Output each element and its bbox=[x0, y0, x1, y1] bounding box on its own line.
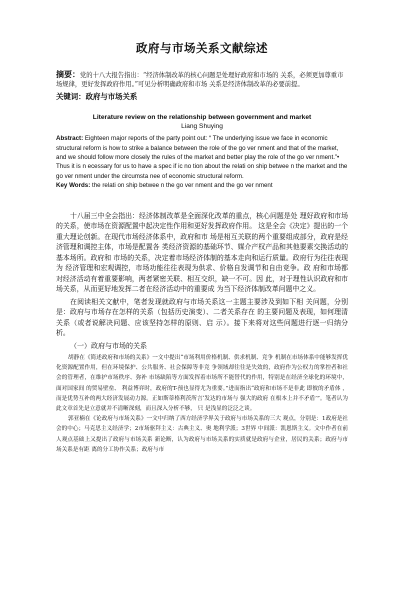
small-paragraph: 郭亚楠在《论政府与市场关系》一文中归纳了西方经济学界关于政府与市场关系的三大 观点，分别是：1政府是社会的中心；马克思主义经济学；2市场驱拜主义：古典主义、奥 地利学派；3世界 中间派：凯恩斯主义。文中作者在前人观点基础上又提出了政府与市场关系 新论断，认为政府与市场关系的实质就是政府与企业，居民的关系；政府与市场关系是有距 离的分工协作关系；政府与市 bbox=[56, 416, 348, 453]
chinese-abstract-text: 党的十八大报告指出：“经济体制改革的核心问题是处理好政府和市场的 关系，必须更加尊重市场规律，更好发挥政府作用。”可见分析明确政府和市场 关系是经济体制改革的必要前提。 bbox=[56, 72, 344, 89]
english-abstract-text: Eighteen major reports of the party point out: “ The underlying issue we face in economic structural reform is how to strike a balance between the role of the go ver nment and that of the market, and we should follow more closely the rules of the market and better play the role of the go ver nment.”• Thus it is n ecessary for us to have a spec if ic no tion about the relati on ship betwee n the market and the go ver nment under the circumsta nee of economic structural reform. bbox=[56, 135, 348, 180]
chinese-abstract-label: 摘要： bbox=[56, 69, 80, 79]
body-paragraph: 十八届三中全会指出：经济体制改革是全面深化改革的重点，核心问题是处 理好政府和市场的关系，使市场在资源配置中起决定性作用和更好发挥政府作用。 这是全会《决定》提出的一个重大理论创新。在现代市场经济体系中，政府和市 场是相互关联的两个重要组成部分，政府是经济管理和调控主体，市场是配置各 类经济资源的基础环节、媒介产权产品和其他要素交换活动的基本场所。政府和 市场的关系，决定着市场经济体制的基本走向和运行质量。政府行为往往表现为 经济管理和宏观调控，市场功能往往表现为供求、价格自发调节和自由竞争。政 府和市场都对经济活动有着重要影响，两者紧密关联、相互交织，缺一不可。因 此，对于理性认识政府和市场关系，从而更好地发挥二者在经济活动中的重要成 为当下经济体制改革问题中之义。 bbox=[56, 211, 348, 294]
english-title: Literature review on the relationship between government and market bbox=[92, 114, 312, 122]
chinese-keywords-label: 关键词： bbox=[56, 92, 86, 102]
small-paragraph: 胡静在《简述政府和市场的关系》一文中提出“市场利用价格机制、供求机制、竞争 机制在市场体系中能够发挥优化资源配置作用，但在环境保护、公共服务、社会保障等非竞 争领域却往往是失效的，政府作为公权力的掌控者和社会的管理者，在维护市场秩序、弥补 市场缺陷等方面发挥着市场所不能替代的作用，特别是在经济全球化的环境中，面对国家间 的贸易壁垒、 利益博弈时，政府的T-预也显得尤为重要。”进而指出“政府和市场不是非此 即彼的矛盾体 ，而是优势互补的两大经济发展动力源。正如斯蒂格利茨所言‘发达的市场与 强大的政府 在根本上并不矛盾’”。笔者认为此文章首先是立意就并不清晰深刻，而且深入分析不够， 只 是浅显的泛泛之谈。 bbox=[56, 354, 348, 412]
english-keywords-label: Key Words: bbox=[56, 181, 91, 189]
section-heading: （一）政府与市场的关系 bbox=[70, 341, 147, 350]
english-keywords-text: the relati on ship betwee n the go ver nment and the go ver nment bbox=[90, 181, 273, 189]
english-abstract bbox=[56, 134, 348, 180]
chinese-abstract bbox=[56, 70, 348, 89]
body-paragraph: 在阅读相关文献中，笔者发现就政府与市场关系这一主题主要涉及到如下相 关问题，分别是：政府与市场存在怎样的关系（包括历史演变）、二者关系存在 的主要问题及表现，如何理清关系（或者说解决问题、应该坚持怎样的原则、启 示）。接下来将对这些问题进行逐一归纳分析。 bbox=[56, 297, 348, 338]
english-author: Liang Shuying bbox=[181, 123, 223, 131]
chinese-keywords-text: 政府与市场关系 bbox=[85, 92, 138, 102]
chinese-keywords bbox=[56, 91, 348, 102]
english-abstract-label: Abstract: bbox=[56, 135, 84, 143]
english-keywords bbox=[56, 182, 348, 189]
paper-title: 政府与市场关系文献综述 bbox=[136, 41, 268, 55]
